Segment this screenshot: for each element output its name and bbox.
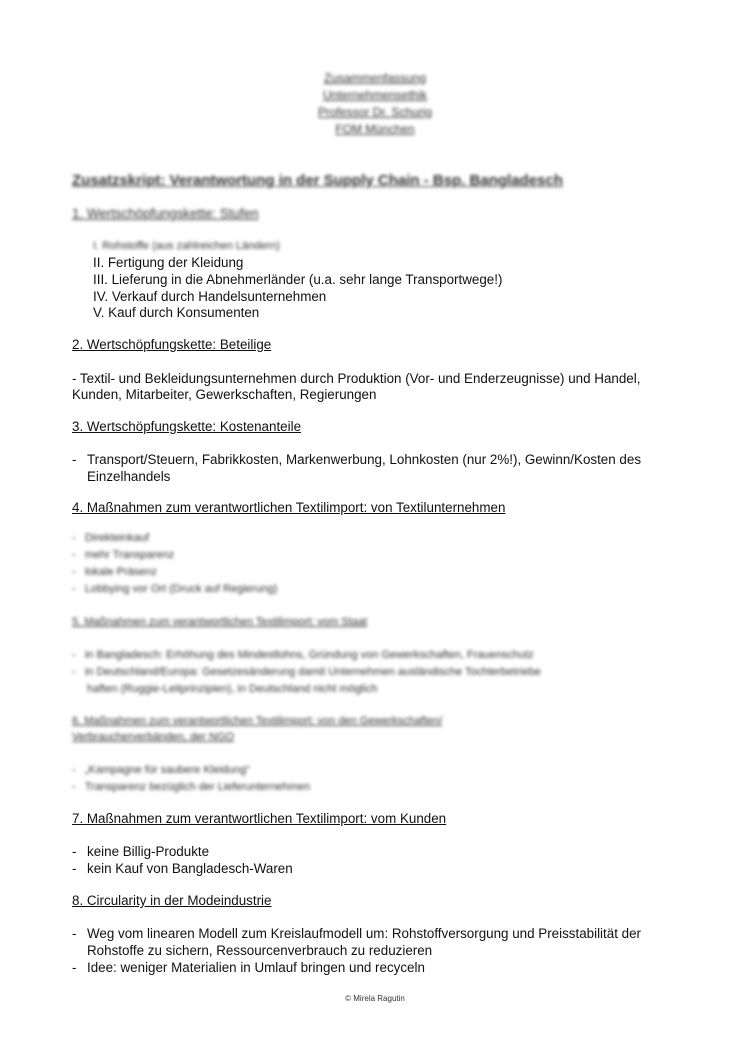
list-item (72, 581, 277, 597)
list-item-text: Transparenz bezüglich der Lieferunternehmen (84, 781, 311, 793)
bullet-dash: - (72, 666, 76, 678)
bullet-dash: - (72, 781, 76, 793)
list-item-text: in Deutschland/Europa: Gesetzesänderung damit Unternehmen ausländische Tochterbetriebe (84, 666, 541, 678)
document-title: Zusatzskript: Verantwortung in der Supply Chain - Bsp. Bangladesch (72, 172, 563, 189)
bullet-dash: - (72, 960, 77, 975)
list-item (72, 547, 174, 563)
list-item (72, 530, 149, 546)
bullet-dash: - (72, 926, 77, 941)
section-6-heading-2: Verbraucherverbänden, der NGO (72, 731, 235, 743)
list-item-text: lokale Präsenz (84, 566, 157, 578)
section-4-heading: 4. Maßnahmen zum verantwortlichen Textilimport: von Textilunternehmen (72, 500, 506, 515)
section-1-item-4: IV. Verkauf durch Handelsunternehmen (93, 289, 327, 304)
bullet-dash: - (72, 532, 76, 544)
section-3-heading: 3. Wertschöpfungskette: Kostenanteile (72, 419, 302, 434)
header-line-4: FOM München (335, 122, 415, 136)
section-8-heading: 8. Circularity in der Modeindustrie (72, 893, 272, 908)
list-item (72, 647, 534, 663)
bullet-dash: - (72, 566, 76, 578)
section-1-item-5: V. Kauf durch Konsumenten (93, 305, 260, 320)
section-3-line-1: Transport/Steuern, Fabrikkosten, Markenwerbung, Lohnkosten (nur 2%!), Gewinn/Kosten des (87, 452, 642, 467)
header-line-3: Professor Dr. Schurig (317, 105, 433, 119)
list-item-text: Lobbying vor Ort (Druck auf Regierung) (84, 583, 278, 595)
section-8-line-continued: Rohstoffe zu sichern, Ressourcenverbrauch zu reduzieren (87, 943, 433, 958)
section-2-heading: 2. Wertschöpfungskette: Beteilige (72, 337, 272, 352)
list-item (72, 664, 541, 680)
section-7-heading: 7. Maßnahmen zum verantwortlichen Textilimport: vom Kunden (72, 811, 447, 826)
section-3-line-2: Einzelhandels (87, 469, 171, 484)
bullet-dash: - (72, 764, 76, 776)
bullet-dash: - (72, 649, 76, 661)
list-item-text: mehr Transparenz (84, 549, 175, 561)
list-item-text: kein Kauf von Bangladesch-Waren (87, 861, 293, 876)
bullet-dash: - (72, 583, 76, 595)
list-item-text: in Bangladesch: Erhöhung des Mindestlohns, Gründung von Gewerkschaften, Frauenschutz (84, 649, 534, 661)
list-item-text: Direkteinkauf (84, 532, 150, 544)
list-item (72, 779, 310, 795)
section-1-heading: 1. Wertschöpfungskette: Stufen (72, 206, 259, 221)
list-item (72, 762, 250, 778)
bullet-dash: - (72, 452, 77, 467)
section-5-heading: 5. Maßnahmen zum verantwortlichen Textilimport: vom Staat (72, 616, 368, 628)
bullet-dash: - (72, 549, 76, 561)
section-6-heading-1: 6. Maßnahmen zum verantwortlichen Textilimport: von den Gewerkschaften/ (72, 715, 443, 727)
section-2-line-1: - Textil- und Bekleidungsunternehmen durch Produktion (Vor- und Enderzeugnisse) und Handel, (72, 371, 641, 386)
section-1-item-3: III. Lieferung in die Abnehmerländer (u.a. sehr lange Transportwege!) (93, 272, 503, 287)
header-line-1: Zusammenfassung (323, 71, 427, 85)
list-item-text: „Kampagne für saubere Kleidung“ (84, 764, 250, 776)
list-item-text: Weg vom linearen Modell zum Kreislaufmodell um: Rohstoffversorgung und Preisstabilität der (87, 926, 641, 941)
section-1-item-2: II. Fertigung der Kleidung (93, 255, 244, 270)
section-2-line-2: Kunden, Mitarbeiter, Gewerkschaften, Regierungen (72, 387, 377, 402)
bullet-dash: - (72, 861, 77, 876)
list-item (72, 564, 157, 580)
section-5-line-continued: haften (Ruggie-Leitprinzipien), in Deutschland nicht möglich (87, 683, 378, 695)
section-1-item-1: I. Rohstoffe (aus zahlreichen Ländern) (93, 240, 280, 252)
copyright-footer: © Mirela Ragutin (345, 994, 405, 1003)
list-item-text: keine Billig-Produkte (87, 844, 210, 859)
bullet-dash: - (72, 844, 77, 859)
list-item-text: Idee: weniger Materialien in Umlauf bringen und recyceln (87, 960, 425, 975)
header-line-2: Unternehmensethik (322, 88, 428, 102)
